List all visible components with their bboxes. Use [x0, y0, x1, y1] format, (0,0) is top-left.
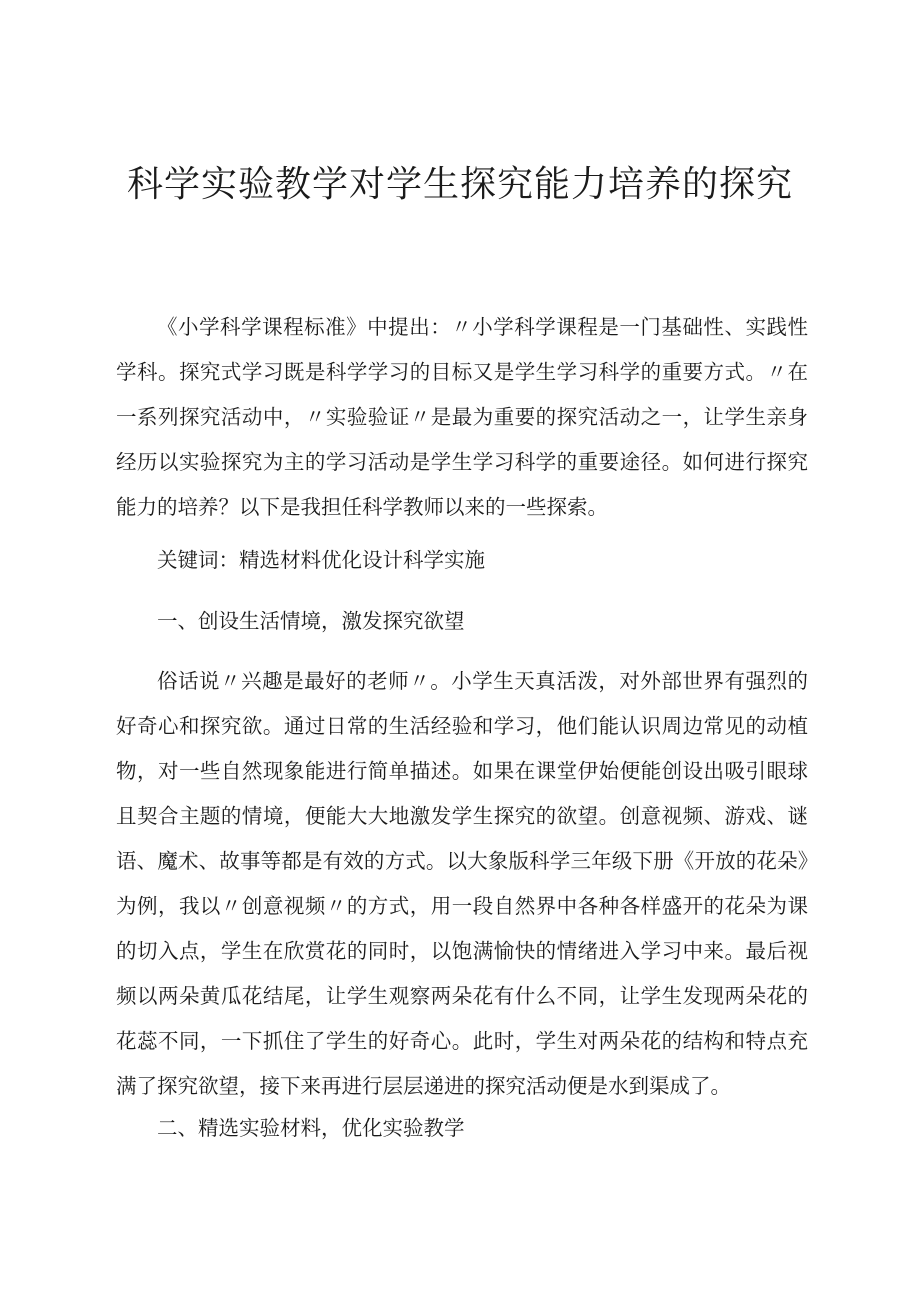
- section-1-heading: 一、创设生活情境，激发探究欲望: [157, 609, 465, 633]
- section-2-heading: 二、精选实验材料，优化实验教学: [157, 1116, 465, 1140]
- document-title: 科学实验教学对学生探究能力培养的探究: [126, 164, 793, 205]
- intro-paragraph: 《小学科学课程标准》中提出：〃小学科学课程是一门基础性、实践性学科。探究式学习既是科学学习的目标又是学生学习科学的重要方式。〃在一系列探究活动中，〃实验验证〃是最为重要的探究活动之一，让学生亲身经历以实验探究为主的学习活动是学生学习科学的重要途径。如何进行探究能力的培养？以下是我担任科学教师以来的一些探索。: [116, 315, 808, 519]
- keywords-line: 关键词：精选材料优化设计科学实施: [157, 548, 485, 572]
- section-1-body: 俗话说〃兴趣是最好的老师〃。小学生天真活泼，对外部世界有强烈的好奇心和探究欲。通过日常的生活经验和学习，他们能认识周边常见的动植物，对一些自然现象能进行简单描述。如果在课堂伊始便能创设出吸引眼球且契合主题的情境，便能大大地激发学生探究的欲望。创意视频、游戏、谜语、魔术、故事等都是有效的方式。以大象版科学三年级下册《开放的花朵》为例，我以〃创意视频〃的方式，用一段自然界中各种各样盛开的花朵为课的切入点，学生在欣赏花的同时，以饱满愉快的情绪进入学习中来。最后视频以两朵黄瓜花结尾，让学生观察两朵花有什么不同，让学生发现两朵花的花蕊不同，一下抓住了学生的好奇心。此时，学生对两朵花的结构和特点充满了探究欲望，接下来再进行层层递进的探究活动便是水到渠成了。: [116, 669, 808, 1098]
